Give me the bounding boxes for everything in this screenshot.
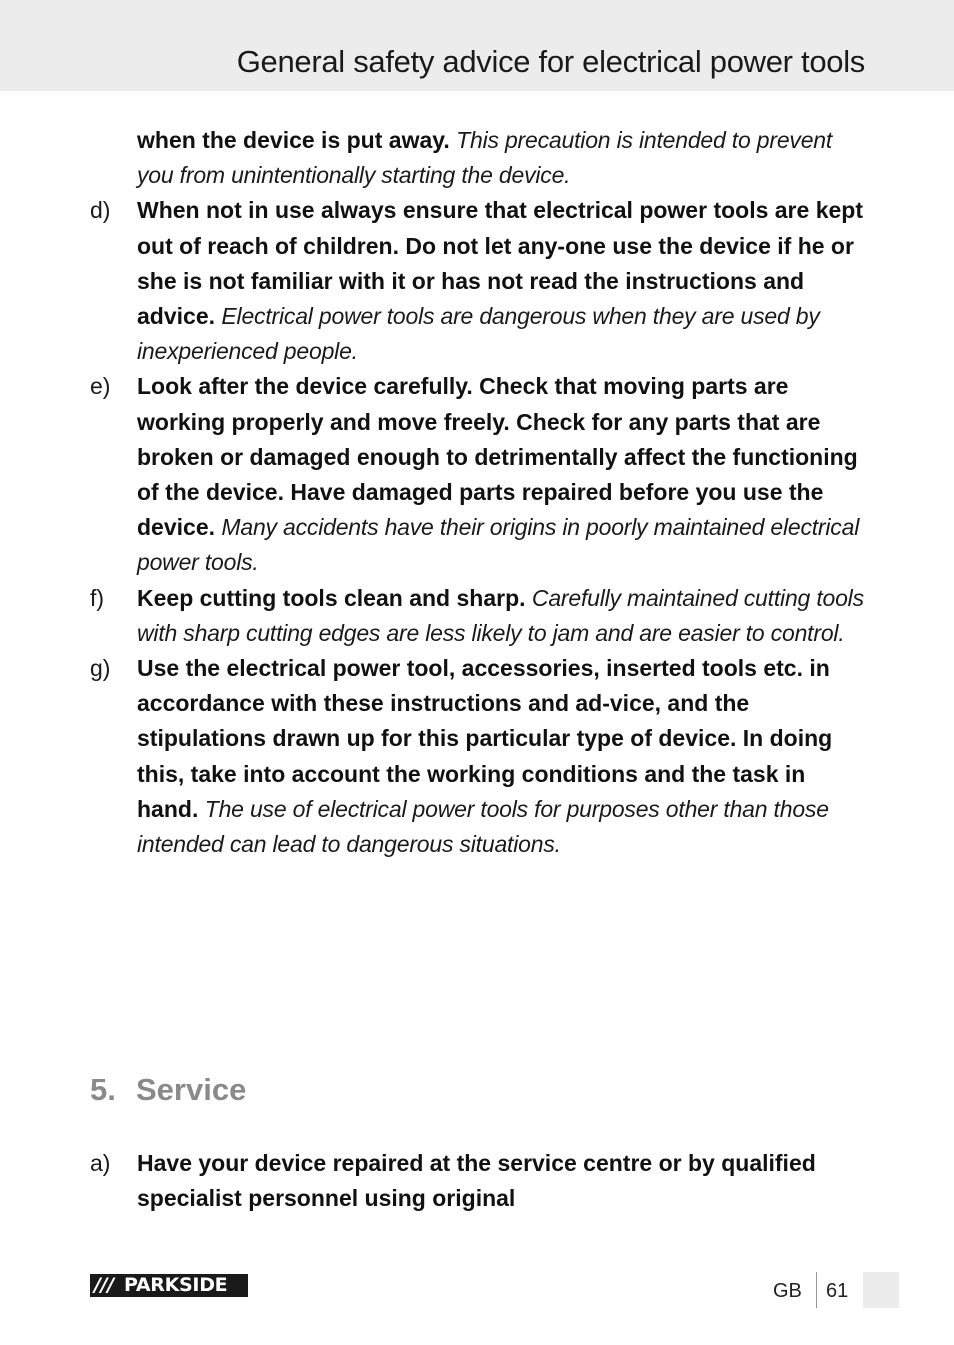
header-band [0,0,954,91]
continuation-bold-text: when the device is put away. [137,127,450,153]
parkside-logo [90,1274,248,1297]
list-item-letter: a) [90,1150,111,1176]
list-item-letter: d) [90,197,111,224]
list-item-e [0,369,954,580]
service-list [0,1146,954,1216]
language-code: GB [773,1280,802,1302]
list-item-letter: f) [90,584,105,611]
logo-slashes-icon: /// [94,1274,114,1296]
list-item-a [0,1146,954,1216]
list-item-letter: e) [90,373,111,400]
section-heading-service [90,1068,246,1112]
list-item-italic-text: Many accidents have their origins in poorly maintained electrical power tools. [137,514,860,576]
continuation-italic-text: This precaution is intended to prevent you from unintentionally starting the device. [137,127,833,189]
list-item-f [0,581,954,651]
list-item-bold-text: Keep cutting tools clean and sharp. [137,584,526,611]
logo-text: PARKSIDE [124,1274,228,1296]
list-item-letter: g) [90,655,111,682]
section-number: 5. [90,1072,116,1107]
safety-advice-list [0,123,954,862]
list-item-bold-text: Use the electrical power tool, accessories, inserted tools etc. in accordance with these instructions and ad-vice, and the stipulations drawn up for this particular type of device. In doing this, take into account the working conditions and the task in hand. [137,655,833,822]
footer-thumb-box [863,1272,899,1308]
continuation-paragraph [0,123,954,193]
list-item-italic-text: Carefully maintained cutting tools with sharp cutting edges are less likely to jam and are easier to control. [137,584,864,646]
list-item-bold-text: Look after the device carefully. Check that moving parts are working properly and move freely. Check for any parts that are broken or damaged enough to detrimentally affect the functioning of the device. Have damaged parts repaired before you use the device. [137,373,858,541]
list-item-italic-text: Electrical power tools are dangerous when they are used by inexperienced people. [137,303,820,365]
list-item-d [0,193,954,369]
page-title: General safety advice for electrical power tools [236,44,865,79]
section-title: Service [136,1072,247,1107]
list-item-italic-text: The use of electrical power tools for purposes other than those intended can lead to dangerous situations. [137,795,829,858]
list-item-bold-text: Have your device repaired at the service centre or by qualified specialist personnel using original [137,1150,816,1212]
footer-divider [816,1272,817,1308]
list-item-bold-text: When not in use always ensure that electrical power tools are kept out of reach of children. Do not let any-one use the device if he or she is not familiar with it or has not read the instructions and advice. [137,197,863,330]
list-item-g [0,651,954,862]
page-number: 61 [826,1280,849,1302]
